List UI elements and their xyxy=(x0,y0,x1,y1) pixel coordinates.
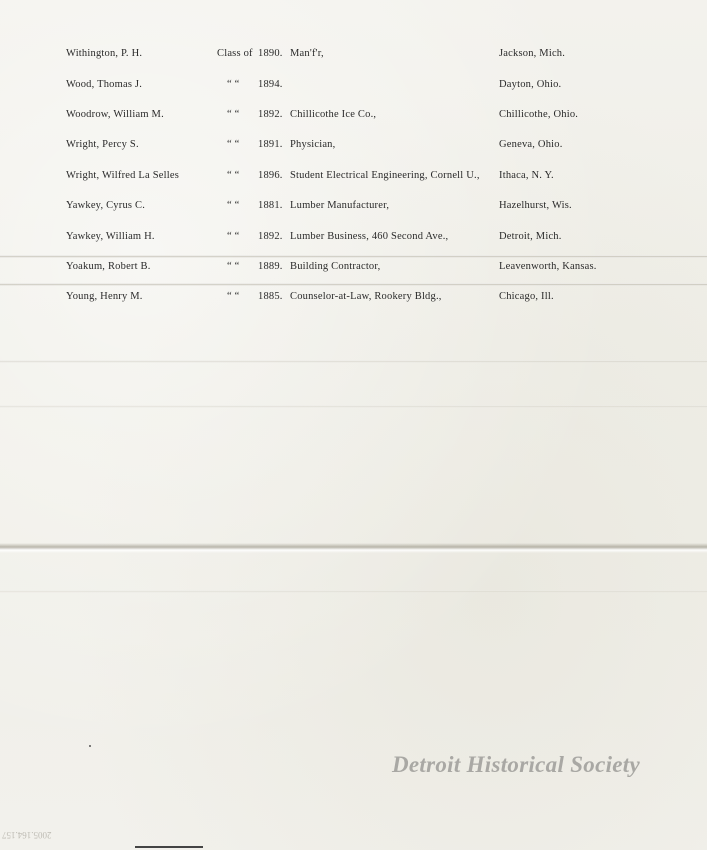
class-prefix: Class of xyxy=(217,48,253,59)
class-year: 1894. xyxy=(258,79,283,90)
accession-number: 2005.164.157 xyxy=(2,830,52,840)
class-year: 1881. xyxy=(258,200,283,211)
roster-row xyxy=(0,259,707,275)
roster-row xyxy=(0,229,707,245)
class-year: 1891. xyxy=(258,139,283,150)
occupation: Physician, xyxy=(290,139,336,150)
ditto-marks: “ “ xyxy=(227,200,240,211)
edge-mark xyxy=(135,846,203,848)
member-name: Yawkey, Cyrus C. xyxy=(66,200,146,211)
class-year: 1892. xyxy=(258,109,283,120)
occupation: Lumber Business, 460 Second Ave., xyxy=(290,231,449,242)
location: Chillicothe, Ohio. xyxy=(499,109,579,120)
roster-row xyxy=(0,107,707,123)
class-year: 1896. xyxy=(258,170,283,181)
location: Jackson, Mich. xyxy=(499,48,566,59)
ditto-marks: “ “ xyxy=(227,79,240,90)
location: Hazelhurst, Wis. xyxy=(499,200,572,211)
member-name: Wright, Percy S. xyxy=(66,139,139,150)
ditto-marks: “ “ xyxy=(227,109,240,120)
location: Geneva, Ohio. xyxy=(499,139,563,150)
ditto-marks: “ “ xyxy=(227,139,240,150)
roster-row xyxy=(0,168,707,184)
ditto-marks: “ “ xyxy=(227,261,240,272)
class-year: 1892. xyxy=(258,231,283,242)
roster-row xyxy=(0,77,707,93)
member-name: Young, Henry M. xyxy=(66,291,143,302)
location: Ithaca, N. Y. xyxy=(499,170,554,181)
location: Detroit, Mich. xyxy=(499,231,562,242)
location: Leavenworth, Kansas. xyxy=(499,261,597,272)
occupation: Counselor-at-Law, Rookery Bldg., xyxy=(290,291,442,302)
ditto-marks: “ “ xyxy=(227,291,240,302)
roster-row xyxy=(0,198,707,214)
member-name: Wood, Thomas J. xyxy=(66,79,143,90)
paper-crease xyxy=(0,360,707,363)
occupation: Lumber Manufacturer, xyxy=(290,200,390,211)
ink-speck xyxy=(89,745,91,747)
member-name: Wright, Wilfred La Selles xyxy=(66,170,180,181)
paper-crease xyxy=(0,590,707,593)
member-name: Withington, P. H. xyxy=(66,48,143,59)
paper-crease xyxy=(0,255,707,258)
paper-crease xyxy=(0,405,707,408)
paper-crease xyxy=(0,283,707,286)
member-name: Yoakum, Robert B. xyxy=(66,261,151,272)
member-name: Yawkey, William H. xyxy=(66,231,155,242)
ditto-marks: “ “ xyxy=(227,170,240,181)
paper-fold xyxy=(0,543,707,553)
class-year: 1890. xyxy=(258,48,283,59)
occupation: Chillicothe Ice Co., xyxy=(290,109,377,120)
watermark: Detroit Historical Society xyxy=(392,752,640,777)
member-name: Woodrow, William M. xyxy=(66,109,164,120)
location: Dayton, Ohio. xyxy=(499,79,562,90)
location: Chicago, Ill. xyxy=(499,291,554,302)
ditto-marks: “ “ xyxy=(227,231,240,242)
roster-row xyxy=(0,289,707,305)
roster-row xyxy=(0,46,707,62)
class-year: 1885. xyxy=(258,291,283,302)
occupation: Building Contractor, xyxy=(290,261,381,272)
class-year: 1889. xyxy=(258,261,283,272)
occupation: Man'f'r, xyxy=(290,48,324,59)
occupation: Student Electrical Engineering, Cornell U., xyxy=(290,170,480,181)
roster-row xyxy=(0,137,707,153)
